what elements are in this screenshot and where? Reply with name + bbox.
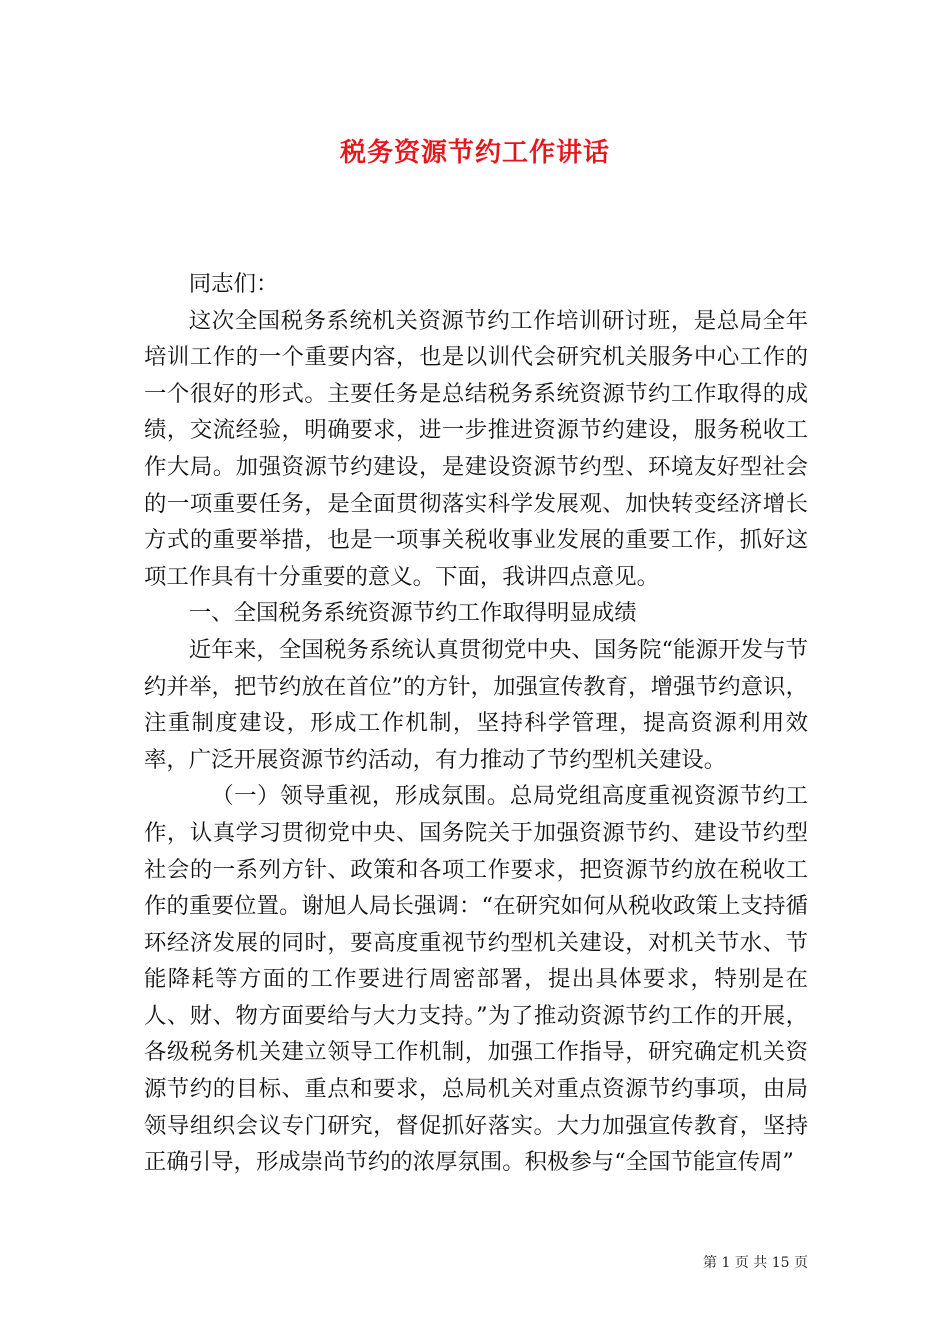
page-number-footer: 第 1 页 共 15 页 (703, 1255, 808, 1271)
document-title: 税务资源节约工作讲话 (339, 138, 610, 168)
paragraph-subsection-1: （一）领导重视，形成氛围。总局党组高度重视资源节约工作，认真学习贯彻党中央、国务院关于加强资源节约、建设节约型社会的一系列方针、政策和各项工作要求，把资源节约放在税收工作的重要位置。谢旭人局长强调：“在研究如何从税收政策上支持循环经济发展的同时，要高度重视节约型机关建设，对机关节水、节能降耗等方面的工作要进行周密部署，提出具体要求，特别是在人、财、物方面要给与大力支持。”为了推动资源节约工作的开展，各级税务机关建立领导工作机制，加强工作指导，研究确定机关资源节约的目标、重点和要求，总局机关对重点资源节约事项，由局领导组织会议专门研究，督促抓好落实。大力加强宣传教育，坚持正确引导，形成崇尚节约的浓厚氛围。积极参与“全国节能宣传周” (144, 783, 808, 1176)
salutation: 同志们： (188, 271, 279, 297)
document-body (144, 266, 808, 1181)
paragraph-intro: 这次全国税务系统机关资源节约工作培训研讨班，是总局全年培训工作的一个重要内容，也是以训代会研究机关服务中心工作的一个很好的形式。主要任务是总结税务系统资源节约工作取得的成绩，交流经验，明确要求，进一步推进资源节约建设，服务税收工作大局。加强资源节约建设，是建设资源节约型、环境友好型社会的一项重要任务，是全面贯彻落实科学发展观、加快转变经济增长方式的重要举措，也是一项事关税收事业发展的重要工作，抓好这项工作具有十分重要的意义。下面，我讲四点意见。 (144, 307, 808, 590)
paragraph-achievements: 近年来，全国税务系统认真贯彻党中央、国务院“能源开发与节约并举，把节约放在首位”的方针，加强宣传教育，增强节约意识，注重制度建设，形成工作机制，坚持科学管理，提高资源利用效率，广泛开展资源节约活动，有力推动了节约型机关建设。 (144, 636, 808, 773)
section-heading-1: 一、全国税务系统资源节约工作取得明显成绩 (188, 600, 637, 627)
